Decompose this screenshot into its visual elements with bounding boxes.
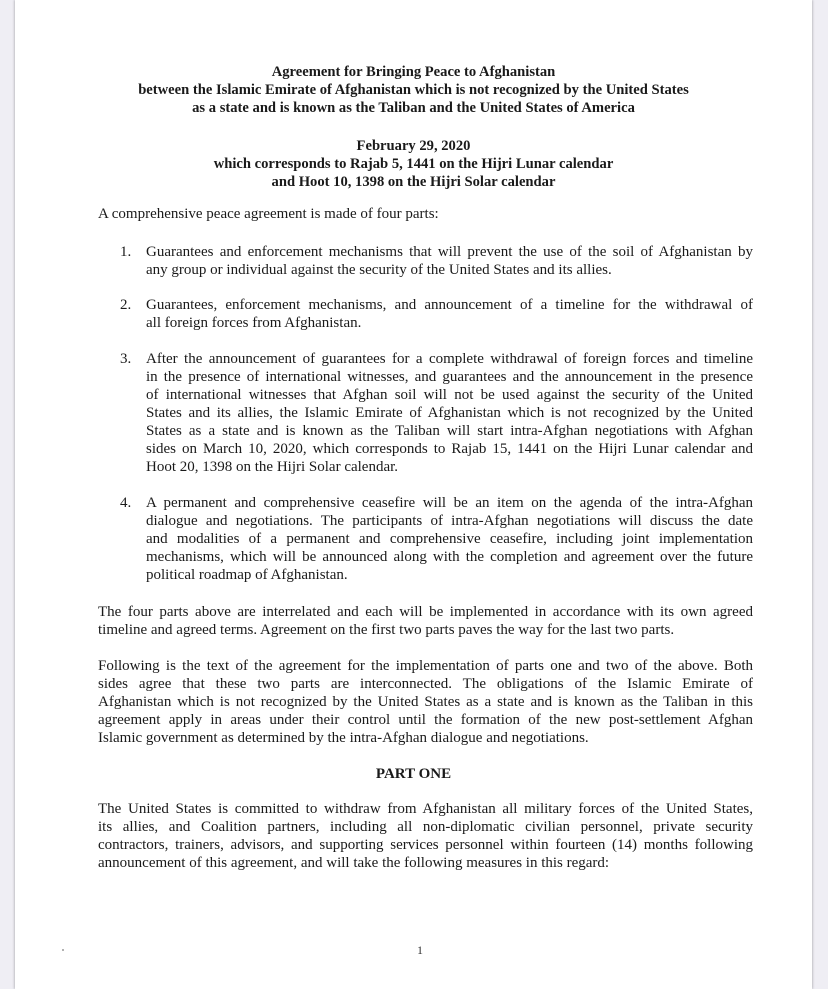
paragraph-line: all foreign forces from Afghanistan.: [146, 315, 362, 331]
paragraph-line: mechanisms, which will be announced along with the completion and agreement over the future: [146, 549, 753, 565]
paragraph-line: States and its allies, the Islamic Emirate of Afghanistan which is not recognized by the United: [146, 405, 753, 421]
paragraph-line: dialogue and negotiations. The participants of intra-Afghan negotiations will discuss the date: [146, 513, 753, 529]
paragraph-line: Guarantees and enforcement mechanisms that will prevent the use of the soil of Afghanistan by: [146, 244, 753, 260]
paragraph-line: Following is the text of the agreement for the implementation of parts one and two of the above. Both: [98, 658, 753, 674]
paragraph-line: timeline and agreed terms. Agreement on the first two parts paves the way for the last two parts.: [98, 622, 675, 638]
list-number: 4.: [120, 495, 132, 511]
title-line: between the Islamic Emirate of Afghanistan which is not recognized by the United States: [138, 82, 689, 98]
paragraph-line: A comprehensive peace agreement is made of four parts:: [98, 206, 439, 222]
document-date: [15, 137, 812, 191]
paragraph-line: contractors, trainers, advisors, and supporting services personnel within fourteen (14) months following: [98, 837, 753, 853]
paragraph-line: Islamic government as determined by the intra-Afghan dialogue and negotiations.: [98, 730, 589, 746]
paragraph-line: any group or individual against the security of the United States and its allies.: [146, 262, 612, 278]
list-number: 3.: [120, 351, 132, 367]
page-number: 1: [417, 943, 423, 957]
intro-paragraph: [98, 205, 753, 223]
part-one-paragraph: [98, 800, 753, 872]
paragraph-line: in the presence of international witnesses, and guarantees and the announcement in the presence: [146, 369, 753, 385]
list-item-text: [146, 494, 753, 584]
list-number: 1.: [120, 244, 132, 260]
paragraph-line: announcement of this agreement, and will take the following measures in this regard:: [98, 855, 610, 871]
list-number: 2.: [120, 297, 132, 313]
interrelated-paragraph: [98, 603, 753, 639]
paragraph-line: A permanent and comprehensive ceasefire will be an item on the agenda of the intra-Afghan: [146, 495, 753, 511]
scan-artifact-dot: [62, 949, 64, 951]
date-line: and Hoot 10, 1398 on the Hijri Solar calendar: [271, 174, 556, 190]
paragraph-line: political roadmap of Afghanistan.: [146, 567, 348, 583]
paragraph-line: Hoot 20, 1398 on the Hijri Solar calendar.: [146, 459, 399, 475]
paragraph-line: sides on March 10, 2020, which corresponds to Rajab 15, 1441 on the Hijri Lunar calendar and: [146, 441, 753, 457]
paragraph-line: and modalities of a permanent and comprehensive ceasefire, including joint implementation: [146, 531, 753, 547]
paragraph-line: States as a state and is known as the Taliban will start intra-Afghan negotiations with Afghan: [146, 423, 753, 439]
paragraph-line: Guarantees, enforcement mechanisms, and announcement of a timeline for the withdrawal of: [146, 297, 753, 313]
paragraph-line: After the announcement of guarantees for a complete withdrawal of foreign forces and timeline: [146, 351, 753, 367]
title-line: Agreement for Bringing Peace to Afghanistan: [271, 64, 556, 80]
date-line: February 29, 2020: [356, 138, 471, 154]
paragraph-line: Afghanistan which is not recognized by the United States as a state and is known as the Taliban in this: [98, 694, 753, 710]
title-line: as a state and is known as the Taliban and the United States of America: [192, 100, 635, 116]
part-one-heading: PART ONE: [375, 766, 452, 782]
document-title: [15, 63, 812, 117]
paragraph-line: The United States is committed to withdraw from Afghanistan all military forces of the United States,: [98, 801, 753, 817]
date-line: which corresponds to Rajab 5, 1441 on the Hijri Lunar calendar: [213, 156, 614, 172]
list-item-text: [146, 243, 753, 279]
list-item-text: [146, 350, 753, 476]
paragraph-line: agreement apply in areas under their control until the formation of the new post-settlement Afghan: [98, 712, 753, 728]
list-item-text: [146, 296, 753, 332]
paragraph-line: The four parts above are interrelated and each will be implemented in accordance with its own agreed: [98, 604, 753, 620]
document-page: [15, 0, 812, 989]
paragraph-line: of international witnesses that Afghan soil will not be used against the security of the United: [146, 387, 753, 403]
following-paragraph: [98, 657, 753, 747]
paragraph-line: its allies, and Coalition partners, including all non-diplomatic civilian personnel, private security: [98, 819, 753, 835]
paragraph-line: sides agree that these two parts are interconnected. The obligations of the Islamic Emirate of: [98, 676, 753, 692]
